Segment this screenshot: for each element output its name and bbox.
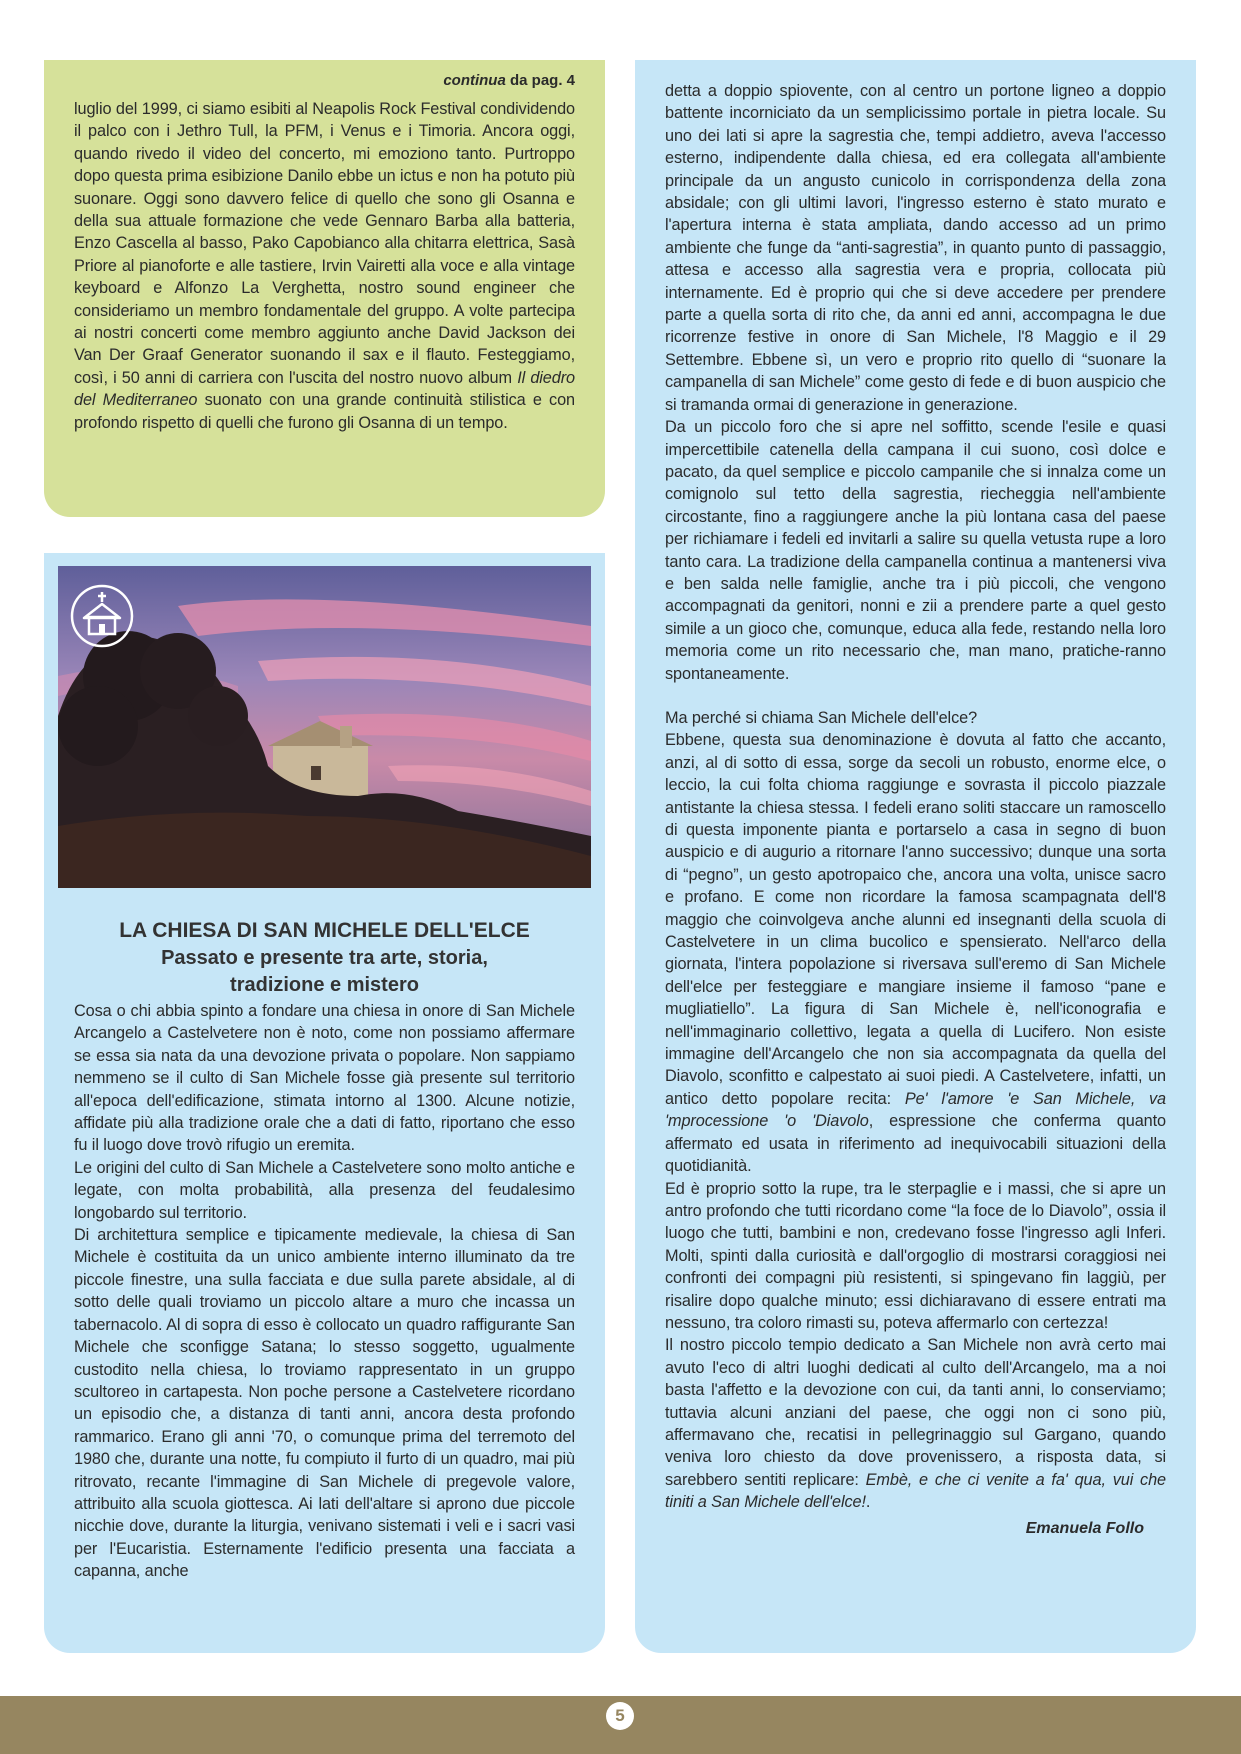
- article-subtitle-line-1: Passato e presente tra arte, storia,: [161, 947, 488, 969]
- continued-article-text: luglio del 1999, ci siamo esibiti al Neapolis Rock Festival condividendo il palco con i Jethro Tull, la PFM, i Venus e i Timoria. Ancora oggi, quando rivedo il video del concerto, mi emoziono tanto. Purtroppo dopo questa prima esibizione Danilo ebbe un ictus e non ha potuto più suonare. Oggi sono davvero felice di quello che sono gli Osanna e della sua attuale formazione che vede Gennaro Barba alla batteria, Enzo Cascella al basso, Pako Capobianco alla chitarra elettrica, Sasà Priore al pianoforte e alle tastiere, Irvin Vairetti alla voce e alla vintage keyboard e Alfonzo La Verghetta, nostro sound engineer che consideriamo un membro fondamentale del gruppo. A volte partecipa ai nostri concerti come membro aggiunto anche David Jackson dei Van Der Graaf Generator suonando il sax e il flauto. Festeggiamo, così, i 50 anni di carriera con l'uscita del nostro nuovo album Il diedro del Mediterraneo suonato con una grande continuità stilistica e con profondo rispetto di quelli che furono gli Osanna di un tempo.: [74, 100, 575, 432]
- paragraph: detta a doppio spiovente, con al centro un portone ligneo a doppio battente incorniciato da un semplicissimo portale in pietra locale. Su uno dei lati si apre la sagrestia che, tempi addietro, aveva l'accesso esterno, indipendente dalla chiesa, ed era collegata all'ambiente principale da un angusto cunicolo in corrispondenza della zona absidale; con gli ultimi lavori, l'ingresso esterno è stato murato e l'apertura interna è stata ampliata, dando accesso ad un primo ambiente che funge da “anti-sagrestia”, in quanto punto di passaggio, attesa e accesso alla sagrestia vera e propria, collocata più internamente. Ed è proprio qui che si deve accedere per prendere parte a quella sorta di rito che, da anni ed anni, accompagna le due ricorrenze festive in onore di San Michele, l'8 Maggio e il 29 Settembre. Ebbene sì, un vero e proprio rito quello di “suonare la campanella di san Michele” come gesto di fede e di buon auspicio che si tramanda ormai di generazione in generazione.: [665, 82, 1166, 414]
- paragraph: Di architettura semplice e tipicamente medievale, la chiesa di San Michele è costituita da un unico ambiente interno illuminato da tre piccole finestre, una sulla facciata e due sulla parete absidale, al di sotto delle quali troviamo un piccolo altare a muro che incassa un tabernacolo. Al di sopra di esso è collocato un quadro raffigurante San Michele che sconfigge Satana; lo stesso soggetto, ugualmente custodito nella chiesa, lo troviamo rappresentato in un gruppo scultoreo in cartapesta. Non poche persone a Castelvetere ricordano un episodio che, a distanza di tanti anni, ancora desta profondo rammarico. Erano gli anni '70, o comunque prima del terremoto del 1980 che, durante una notte, fu compiuto il furto di un quadro, mai più ritrovato, recante l'immagine di San Michele di pregevole valore, attribuito alla scuola giottesca. Ai lati dell'altare si aprono due piccole nicchie dove, durante la liturgia, venivano sistemati i veli e i sacri vasi per l'Eucaristia. Esternamente l'edificio presenta una facciata a capanna, anche: [74, 1226, 575, 1581]
- spacer: [665, 685, 1166, 707]
- article-right-text: [665, 80, 1166, 1514]
- church-photo: [58, 566, 591, 888]
- article-subtitle-line-2: tradizione e mistero: [230, 974, 419, 996]
- album-title: Il diedro del Mediterraneo: [74, 368, 575, 410]
- paragraph: Cosa o chi abbia spinto a fondare una chiesa in onore di San Michele Arcangelo a Castelvetere non è noto, come non possiamo affermare se essa sia nata da una devozione privata o popolare. Non sappiamo nemmeno se il culto di San Michele fosse già presente sul territorio all'epoca dell'edificazione, stimata intorno al 1300. Alcune notizie, affidate più alla tradizione orale che a dati di fatto, riportano che esso fu il luogo dove trovò rifugio un eremita.: [74, 1002, 575, 1155]
- paragraph: Ebbene, questa sua denominazione è dovuta al fatto che accanto, anzi, al di sotto di essa, sorge da secoli un robusto, enorme elce, o leccio, la cui folta chioma raggiunge e sovrasta il piccolo piazzale antistante la chiesa stessa. I fedeli erano soliti staccare un ramoscello di questa imponente pianta e portarselo a casa in segno di buon auspicio e di augurio a ritornare l'anno successivo; dunque una sorta di “pegno”, un gesto apotropaico che, ancora una volta, unisce sacro e profano. E come non ricordare la famosa scampagnata dell'8 maggio che coinvolgeva anche alunni ed insegnanti della scuola di Castelvetere in un clima bucolico e spensierato. Nell'arco della giornata, l'intera popolazione si riversava sull'eremo di San Michele dell'elce per festeggiare e mangiare insieme il famoso “pane e mugliatiello”. La figura di San Michele è, nell'iconografia e nell'immaginario collettivo, legata a quella di Lucifero. Non esiste immagine dell'Arcangelo che non sia accompagnata da quella del Diavolo, sconfitto e calpestato ai suoi piedi. A Castelvetere, infatti, un antico detto popolare recita: Pe' l'amore 'e San Michele, va 'mprocessione 'o 'Diavolo, espressione che conferma quanto affermato ed usata in riferimento ad inequivocabili situazioni della quotidianità.: [665, 731, 1167, 1176]
- continued-article-box: [44, 60, 605, 517]
- article-title: LA CHIESA DI SAN MICHELE DELL'ELCE: [119, 919, 530, 942]
- question-line: Ma perché si chiama San Michele dell'elce?: [665, 708, 978, 727]
- church-icon: [70, 584, 134, 648]
- paragraph: Le origini del culto di San Michele a Castelvetere sono molto antiche e legate, con molta probabilità, alla presenza del feudalesimo longobardo sul territorio.: [74, 1158, 575, 1222]
- paragraph: Ed è proprio sotto la rupe, tra le sterpaglie e i massi, che si apre un antro profondo che tutti ricordano come “la foce de lo Diavolo”, ossia il luogo che tutti, bambini e non, credevano fosse l'ingresso agli Inferi. Molti, spinti dalla curiosità e dall'orgoglio di mostrarsi coraggiosi nei confronti dei compagni più resistenti, si spingevano fin laggiù, per risalire dopo qualche minuto; essi dichiaravano di essere entrati ma nessuno, tra coloro rimasti su, poteva affermarlo con certezza!: [665, 1179, 1166, 1332]
- popular-saying: Pe' l'amore 'e San Michele, va 'mprocessione 'o 'Diavolo: [665, 1089, 1166, 1131]
- page-number: 5: [606, 1702, 634, 1730]
- paragraph: Da un piccolo foro che si apre nel soffitto, scende l'esile e quasi impercettibile catenella della campana il cui suono, così dolce e pacato, da quel semplice e piccolo campanile che si innalza come un comignolo sul tetto della sagrestia, riecheggia nell'ambiente circostante, fino a raggiungere anche la più lontana casa del paese per richiamare i fedeli ed invitarli a salire su quella vetusta rupe a loro tanto cara. La tradizione della campanella continua a mantenersi viva e ben salda nelle famiglie, anche tra i più piccoli, che vengono accompagnati da genitori, nonni e zii a prendere parte a quel gesto simile a un gioco che, comunque, educa alla fede, restando nella loro memoria come un rito necessario che, man mano, pratiche-ranno spontaneamente.: [665, 418, 1166, 683]
- article-right-column: [635, 60, 1196, 1653]
- article-left-column: [44, 553, 605, 1653]
- dialect-quote: Embè, e che ci venite a fa' qua, vui che tiniti a San Michele dell'elce!: [665, 1470, 1166, 1512]
- paragraph: Il nostro piccolo tempio dedicato a San Michele non avrà certo mai avuto l'eco di altri luoghi dedicati al culto dell'Arcangelo, ma a noi basta l'affetto e la devozione con cui, da tanti anni, lo conserviamo; tuttavia alcuni anziani del paese, che oggi non ci sono più, affermavano che, recatisi in pellegrinaggio sul Gargano, quando veniva loro chiesto da dove provenissero, a risposta data, si sarebbero sentiti replicare: Embè, e che ci venite a fa' qua, vui che tiniti a San Michele dell'elce!.: [665, 1336, 1166, 1512]
- continued-from-label: continua da pag. 4: [443, 72, 575, 89]
- article-left-text: [74, 1000, 575, 1583]
- sunset-church-illustration: [58, 566, 591, 888]
- author-signature: Emanuela Follo: [1025, 1519, 1144, 1537]
- article-heading: [74, 917, 575, 999]
